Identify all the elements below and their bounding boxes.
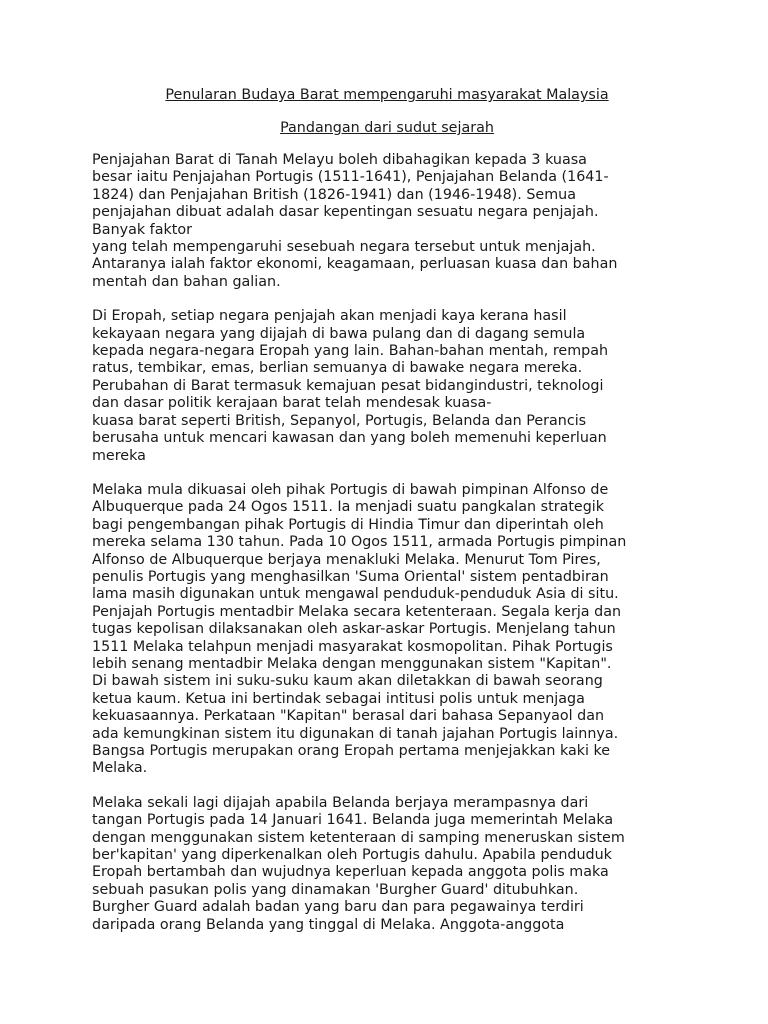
text-line: tugas kepolisan dilaksanakan oleh askar-askar Portugis. Menjelang tahun (92, 621, 616, 638)
document-body (92, 152, 682, 934)
paragraph (92, 152, 682, 291)
text-line: mentah dan bahan galian. (92, 273, 281, 290)
text-line: Alfonso de Albuquerque berjaya menakluki Melaka. Menurut Tom Pires, (92, 551, 601, 568)
text-line: Melaka. (92, 760, 148, 777)
text-line: Melaka sekali lagi dijajah apabila Belanda berjaya merampasnya dari (92, 794, 589, 811)
text-line: ratus, tembikar, emas, berlian semuanya di bawake negara mereka. (92, 360, 583, 377)
text-line: Banyak faktor (92, 221, 192, 238)
text-line: ketua kaum. Ketua ini bertindak sebagai intitusi polis untuk menjaga (92, 690, 585, 707)
text-line: 1511 Melaka telahpun menjadi masyarakat kosmopolitan. Pihak Portugis (92, 638, 613, 655)
text-line: 1824) dan Penjajahan British (1826-1941) dan (1946-1948). Semua (92, 186, 576, 203)
text-line: mereka selama 130 tahun. Pada 10 Ogos 1511, armada Portugis pimpinan (92, 534, 627, 551)
text-line: Burgher Guard adalah badan yang baru dan para pegawainya terdiri (92, 899, 584, 916)
text-line: Bangsa Portugis merupakan orang Eropah pertama menjejakkan kaki ke (92, 743, 611, 759)
text-line: daripada orang Belanda yang tinggal di Melaka. Anggota-anggota (92, 916, 565, 933)
document-subtitle: Pandangan dari sudut sejarah (280, 120, 494, 136)
text-line: sebuah pasukan polis yang dinamakan 'Burgher Guard' ditubuhkan. (92, 881, 579, 898)
text-line: Albuquerque pada 24 Ogos 1511. Ia menjadi suatu pangkalan strategik (92, 499, 605, 516)
text-line: penulis Portugis yang menghasilkan 'Suma Oriental' sistem pentadbiran (92, 568, 609, 585)
text-line: kuasa barat seperti British, Sepanyol, Portugis, Belanda dan Perancis (92, 412, 587, 429)
text-line: Di Eropah, setiap negara penjajah akan menjadi kaya kerana hasil (92, 308, 567, 325)
text-line: lama masih digunakan untuk mengawal penduduk-penduduk Asia di situ. (92, 586, 619, 603)
text-line: Perubahan di Barat termasuk kemajuan pesat bidangindustri, teknologi (92, 377, 604, 394)
text-line: kekuasaannya. Perkataan "Kapitan" berasal dari bahasa Sepanyaol dan (92, 708, 605, 725)
text-line: mereka (92, 447, 146, 464)
text-line: Penjajah Portugis mentadbir Melaka secara ketenteraan. Segala kerja dan (92, 603, 622, 620)
text-line: Eropah bertambah dan wujudnya keperluan kepada anggota polis maka (92, 864, 609, 881)
text-line: lebih senang mentadbir Melaka dengan menggunakan sistem "Kapitan". (92, 655, 612, 672)
text-line: Antaranya ialah faktor ekonomi, keagamaan, perluasan kuasa dan bahan (92, 256, 618, 273)
text-line: tangan Portugis pada 14 Januari 1641. Belanda juga memerintah Melaka (92, 812, 614, 829)
text-line: kepada negara-negara Eropah yang lain. Bahan-bahan mentah, rempah (92, 343, 609, 360)
text-line: ber'kapitan' yang diperkenalkan oleh Portugis dahulu. Apabila penduduk (92, 847, 612, 864)
text-line: besar iaitu Penjajahan Portugis (1511-1641), Penjajahan Belanda (1641- (92, 169, 609, 186)
text-line: yang telah mempengaruhi sesebuah negara tersebut untuk menjajah. (92, 239, 596, 256)
paragraph (92, 795, 682, 934)
text-line: bagi pengembangan pihak Portugis di Hindia Timur dan diperintah oleh (92, 516, 604, 533)
document-page (92, 86, 682, 951)
text-line: Di bawah sistem ini suku-suku kaum akan diletakkan di bawah seorang (92, 673, 603, 690)
paragraph (92, 308, 682, 465)
document-title: Penularan Budaya Barat mempengaruhi masyarakat Malaysia (165, 87, 609, 103)
text-line: Melaka mula dikuasai oleh pihak Portugis di bawah pimpinan Alfonso de (92, 481, 609, 498)
paragraph (92, 482, 682, 778)
text-line: dengan menggunakan sistem ketenteraan di samping meneruskan sistem (92, 829, 625, 846)
text-line: kekayaan negara yang dijajah di bawa pulang dan di dagang semula (92, 325, 586, 342)
text-line: penjajahan dibuat adalah dasar kepentingan sesuatu negara penjajah. (92, 204, 599, 221)
text-line: dan dasar politik kerajaan barat telah mendesak kuasa- (92, 395, 492, 412)
text-line: ada kemungkinan sistem itu digunakan di tanah jajahan Portugis lainnya. (92, 725, 619, 742)
text-line: Penjajahan Barat di Tanah Melayu boleh dibahagikan kepada 3 kuasa (92, 152, 587, 168)
text-line: berusaha untuk mencari kawasan dan yang boleh memenuhi keperluan (92, 430, 607, 447)
